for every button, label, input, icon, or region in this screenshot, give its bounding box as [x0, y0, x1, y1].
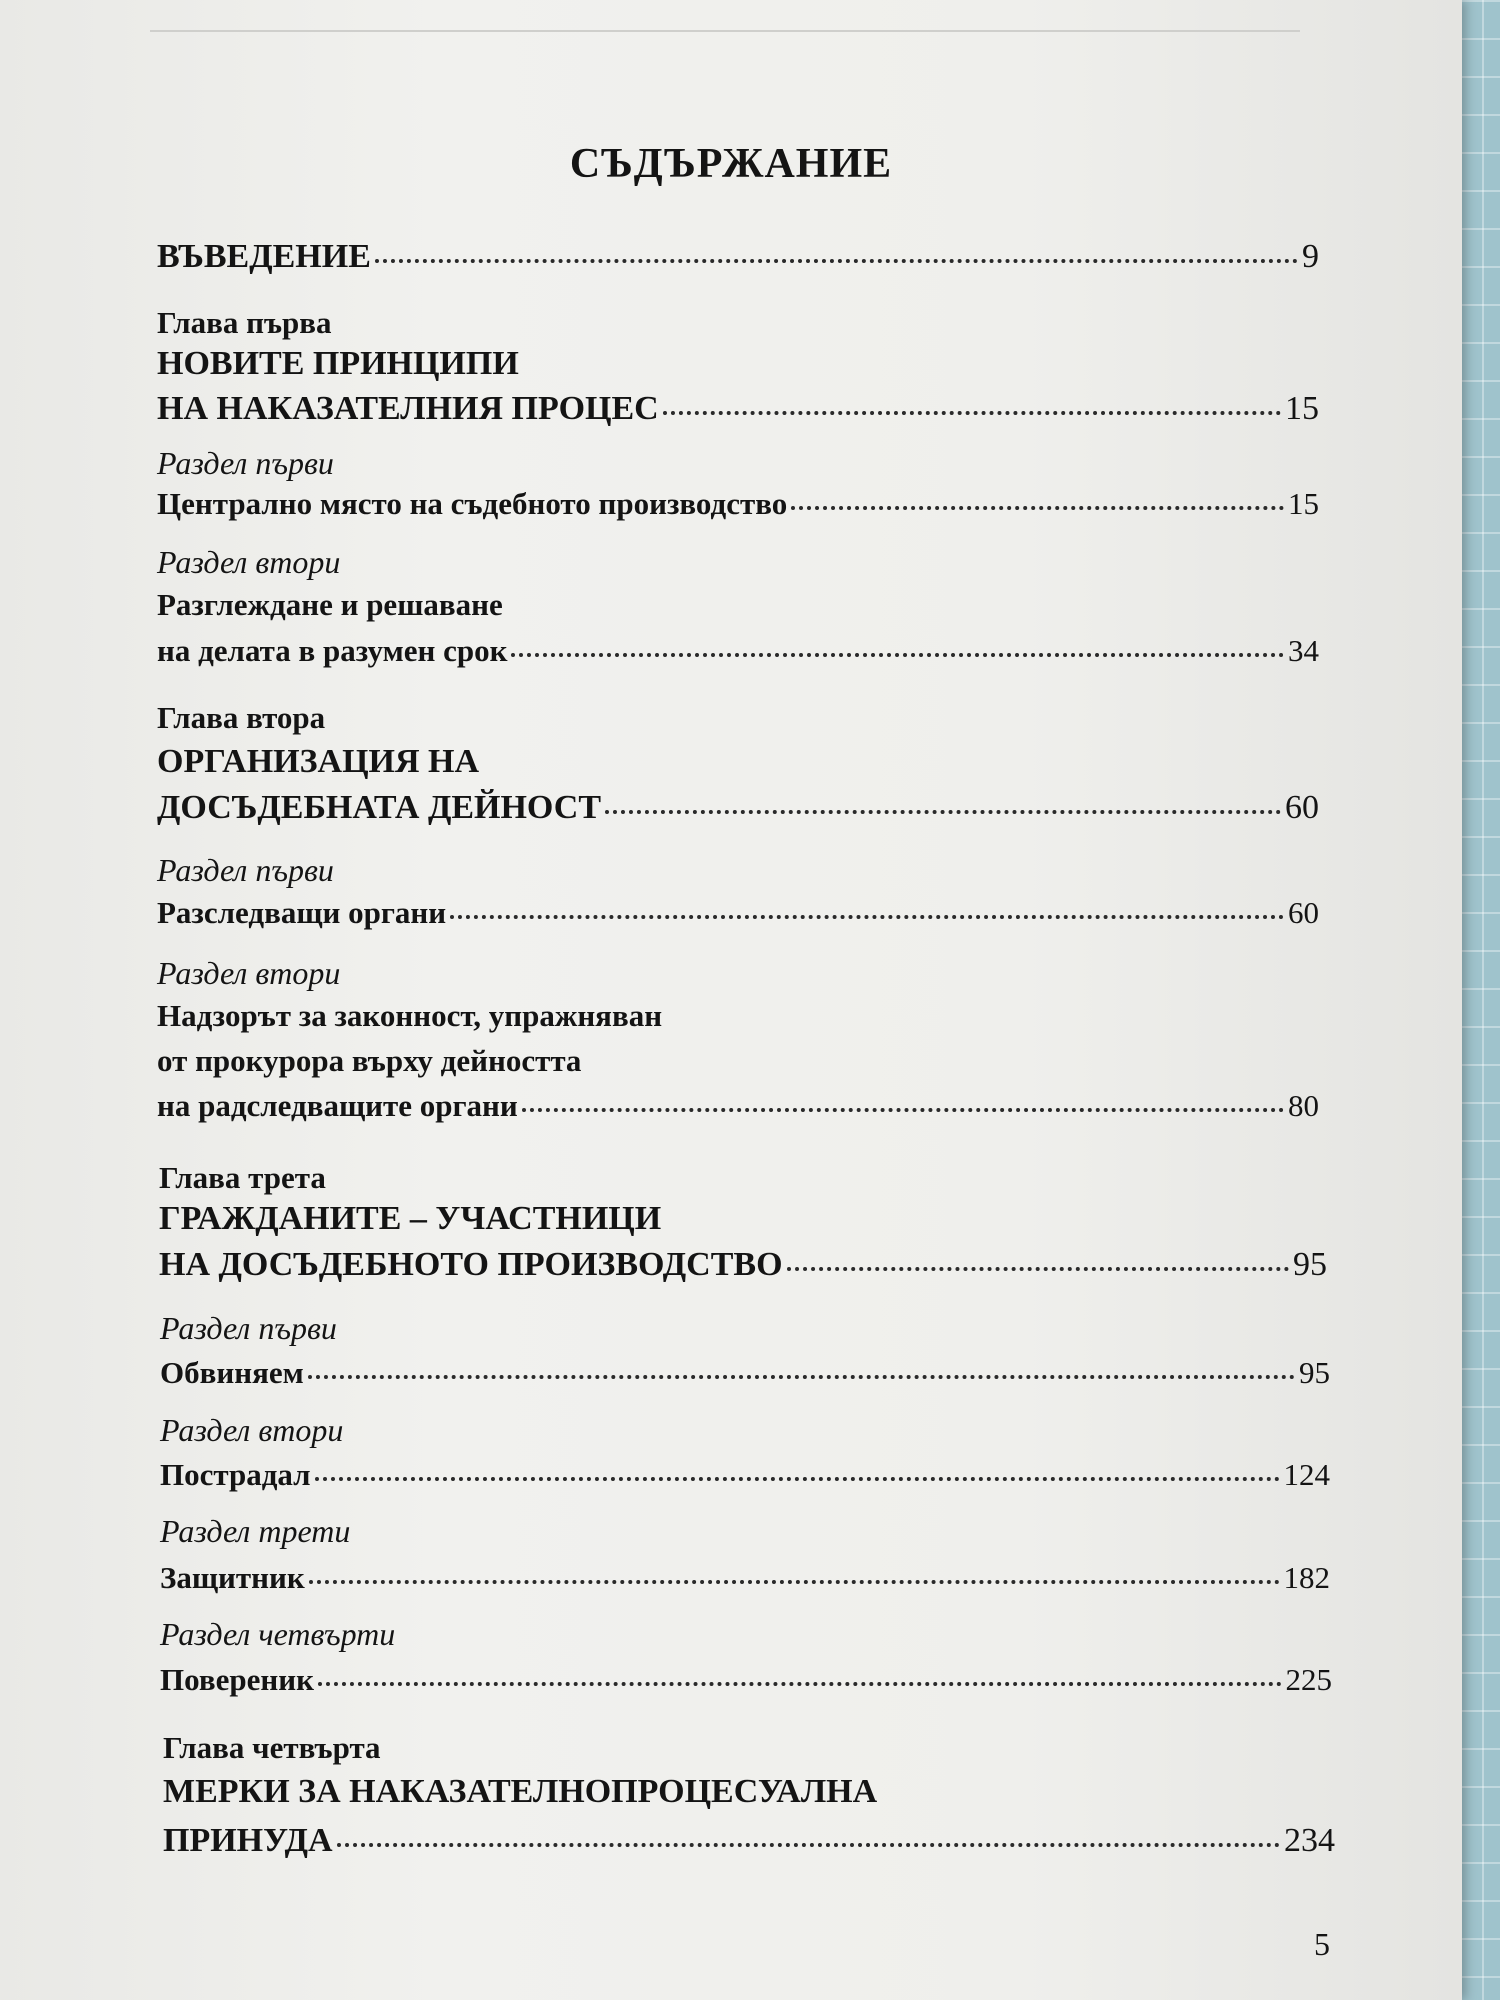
toc-entry-title: на делата в разумен срок	[157, 633, 508, 668]
section-label: Раздел първи	[160, 1310, 337, 1346]
toc-entry-chapter-2	[157, 789, 1319, 827]
toc-entry-title: Разследващи органи	[157, 895, 447, 930]
toc-entry-title: ПРИНУДА	[163, 1822, 333, 1859]
toc-entry-title: ВЪВЕДЕНИЕ	[157, 238, 371, 275]
chapter-title: МЕРКИ ЗА НАКАЗАТЕЛНОПРОЦЕСУАЛНА	[163, 1773, 878, 1810]
toc-entry-section	[157, 1088, 1319, 1124]
chapter-title: ГРАЖДАНИТЕ – УЧАСТНИЦИ	[159, 1200, 662, 1237]
toc-entry-section	[160, 1355, 1330, 1391]
toc-entry-title: ДОСЪДЕБНАТА ДЕЙНОСТ	[157, 789, 602, 826]
section-label: Раздел първи	[157, 445, 334, 481]
chapter-label: Глава трета	[159, 1160, 326, 1195]
section-title: Разглеждане и решаване	[157, 587, 503, 622]
toc-entry-section	[157, 633, 1319, 669]
dot-leader	[791, 506, 1284, 510]
chapter-label: Глава четвърта	[163, 1730, 381, 1765]
toc-entry-section	[160, 1457, 1330, 1493]
dot-leader	[787, 1267, 1289, 1271]
dot-leader	[522, 1108, 1284, 1112]
dot-leader	[315, 1477, 1280, 1481]
section-label: Раздел трети	[160, 1513, 351, 1549]
dot-leader	[309, 1580, 1280, 1584]
section-label: Раздел втори	[160, 1412, 344, 1448]
dot-leader	[511, 653, 1284, 657]
toc-page-number: 225	[1285, 1662, 1332, 1697]
dot-leader	[450, 915, 1284, 919]
toc-page-number: 80	[1288, 1088, 1319, 1123]
section-title: Надзорът за законност, упражняван	[157, 998, 663, 1033]
toc-page-number: 15	[1288, 486, 1319, 521]
chapter-title: НОВИТЕ ПРИНЦИПИ	[157, 345, 519, 382]
toc-entry-section	[157, 895, 1319, 931]
toc-entry-chapter-3	[159, 1246, 1327, 1284]
toc-entry-chapter-1	[157, 390, 1319, 428]
chapter-label: Глава първа	[157, 305, 332, 340]
toc-entry-title: Повереник	[160, 1662, 314, 1697]
toc-entry-title: на радследващите органи	[157, 1088, 518, 1123]
page-number: 5	[1314, 1926, 1330, 1962]
toc-entry-intro	[157, 238, 1319, 276]
toc-page-number: 124	[1283, 1457, 1330, 1492]
toc-page-number: 9	[1302, 238, 1319, 275]
toc-entry-section	[157, 486, 1319, 522]
toc-entry-title: НА НАКАЗАТЕЛНИЯ ПРОЦЕС	[157, 390, 659, 427]
toc-entry-title: Обвиняем	[160, 1355, 304, 1390]
section-label: Раздел втори	[157, 544, 341, 580]
toc-page-number: 95	[1293, 1246, 1327, 1283]
toc-page-number: 234	[1284, 1822, 1335, 1859]
toc-entry-title: НА ДОСЪДЕБНОТО ПРОИЗВОДСТВО	[159, 1246, 783, 1283]
toc-page-number: 95	[1299, 1355, 1330, 1390]
toc-entry-chapter-4	[163, 1822, 1335, 1860]
dot-leader	[318, 1682, 1282, 1686]
dot-leader	[605, 810, 1281, 814]
toc-entry-title: Централно място на съдебното производство	[157, 486, 788, 521]
dot-leader	[337, 1843, 1280, 1847]
chapter-title: ОРГАНИЗАЦИЯ НА	[157, 743, 480, 780]
toc-entry-section	[160, 1662, 1332, 1698]
dot-leader	[375, 259, 1298, 263]
section-title: от прокурора върху дейността	[157, 1043, 582, 1078]
header-rule	[150, 30, 1300, 32]
chapter-label: Глава втора	[157, 700, 326, 735]
toc-entry-section	[160, 1560, 1330, 1596]
toc-page-number: 15	[1285, 390, 1319, 427]
toc-entry-title: Защитник	[160, 1560, 305, 1595]
section-label: Раздел втори	[157, 955, 341, 991]
dot-leader	[663, 411, 1281, 415]
section-label: Раздел първи	[157, 852, 334, 888]
section-label: Раздел четвърти	[160, 1616, 396, 1652]
toc-entry-title: Пострадал	[160, 1457, 311, 1492]
dot-leader	[308, 1375, 1295, 1379]
toc-page-number: 182	[1283, 1560, 1330, 1595]
toc-page-number: 60	[1285, 789, 1319, 826]
toc-page-number: 60	[1288, 895, 1319, 930]
toc-page-number: 34	[1288, 633, 1319, 668]
page-title: СЪДЪРЖАНИЕ	[569, 141, 893, 187]
